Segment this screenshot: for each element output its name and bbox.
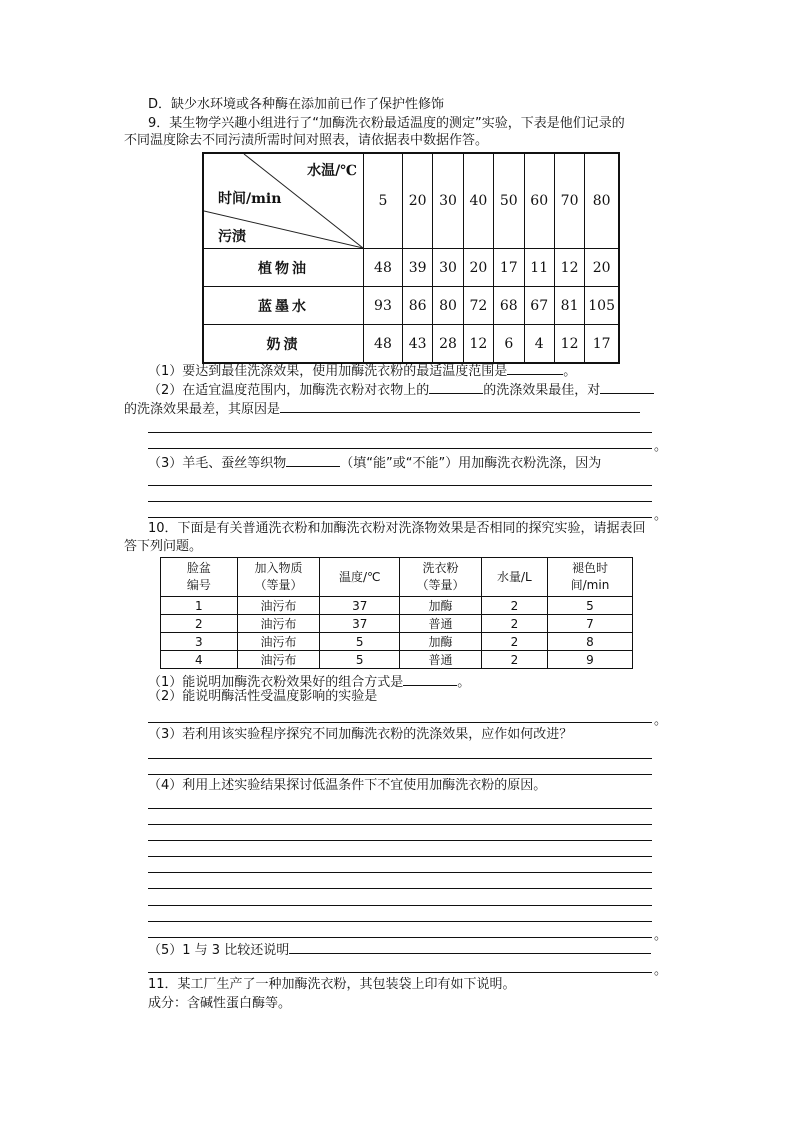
answer-line[interactable]	[148, 905, 652, 906]
table-cell: 油污布	[237, 651, 320, 669]
table-cell: 5	[547, 597, 632, 615]
row-label: 植物油	[203, 249, 364, 287]
answer-line[interactable]	[148, 485, 652, 486]
table-cell: 普通	[400, 615, 482, 633]
table-row	[203, 325, 619, 364]
answer-line[interactable]	[148, 872, 652, 873]
answer-line[interactable]	[148, 840, 652, 841]
table-row	[161, 633, 633, 651]
temp-cell: 70	[554, 153, 584, 249]
temp-cell: 80	[585, 153, 619, 249]
q9-data-table	[202, 152, 620, 364]
temp-cell: 50	[494, 153, 524, 249]
header-text: 脸盆	[186, 561, 211, 575]
temp-cell: 40	[463, 153, 493, 249]
answer-line[interactable]	[148, 972, 652, 973]
answer-line[interactable]	[148, 921, 652, 922]
header-cell	[237, 558, 320, 597]
table-cell: 油污布	[237, 633, 320, 651]
answer-line[interactable]	[148, 888, 652, 889]
table-row	[161, 597, 633, 615]
header-text: （等量）	[254, 578, 303, 592]
q10-intro-line1: 10．下面是有关普通洗衣粉和加酶洗衣粉对洗涤物效果是否相同的探究实验，请据表回	[148, 521, 646, 536]
answer-line[interactable]	[148, 517, 652, 518]
header-text: 水量/L	[497, 569, 532, 584]
answer-line[interactable]	[148, 856, 652, 857]
header-cell	[320, 558, 400, 597]
q8-option-d: D．缺少水环境或各种酶在添加前已作了保护性修饰	[148, 97, 445, 112]
value-cell: 86	[402, 287, 432, 325]
period: 。	[563, 364, 577, 379]
answer-blank[interactable]	[507, 362, 563, 375]
value-cell: 39	[402, 249, 432, 287]
q10-intro-line2: 答下列问题。	[124, 539, 203, 554]
q9-intro-line2: 不同温度除去不同污渍所需时间对照表，请依据表中数据作答。	[124, 133, 489, 148]
period: 。	[654, 439, 668, 454]
q9-part2-text: 的洗涤效果最佳，对	[483, 383, 601, 398]
header-cell	[161, 558, 238, 597]
answer-blank[interactable]	[286, 454, 340, 467]
q10-part5	[148, 941, 651, 959]
table-cell: 3	[161, 633, 238, 651]
diagonal-header-cell	[203, 153, 364, 249]
table-cell: 7	[547, 615, 632, 633]
header-text: 温度/℃	[338, 569, 381, 584]
answer-blank[interactable]	[280, 400, 640, 413]
value-cell: 105	[585, 287, 619, 325]
value-cell: 80	[433, 287, 463, 325]
table-cell: 油污布	[237, 597, 320, 615]
q9-part3-text: （3）羊毛、蚕丝等织物	[148, 456, 287, 471]
header-text: 洗衣粉	[422, 561, 459, 575]
table-cell: 5	[320, 651, 400, 669]
header-text: 加入物质	[254, 561, 303, 575]
value-cell: 11	[524, 249, 554, 287]
header-cell	[547, 558, 632, 597]
table-cell: 加酶	[400, 597, 482, 615]
header-text: 褪色时	[571, 561, 608, 575]
period: 。	[457, 675, 471, 690]
q10-experiment-table	[160, 557, 633, 669]
value-cell: 48	[364, 325, 403, 364]
q10-part2: （2）能说明酶活性受温度影响的实验是	[148, 689, 378, 704]
value-cell: 93	[364, 287, 403, 325]
answer-line[interactable]	[148, 432, 652, 433]
q10-part5-text: （5）1 与 3 比较还说明	[148, 943, 290, 958]
answer-line[interactable]	[148, 937, 652, 938]
answer-blank[interactable]	[403, 673, 457, 686]
value-cell: 81	[554, 287, 584, 325]
header-text: （等量）	[416, 578, 465, 592]
answer-line[interactable]	[148, 774, 652, 775]
answer-line[interactable]	[148, 722, 652, 723]
value-cell: 6	[494, 325, 524, 364]
table-row	[203, 249, 619, 287]
table-cell: 9	[547, 651, 632, 669]
table-cell: 2	[161, 615, 238, 633]
answer-line[interactable]	[148, 758, 652, 759]
value-cell: 43	[402, 325, 432, 364]
table-cell: 普通	[400, 651, 482, 669]
value-cell: 12	[463, 325, 493, 364]
table-row	[161, 615, 633, 633]
value-cell: 12	[554, 249, 584, 287]
value-cell: 4	[524, 325, 554, 364]
table-cell: 2	[481, 615, 547, 633]
q10-part4: （4）利用上述实验结果探讨低温条件下不宜使用加酶洗衣粉的原因。	[148, 778, 547, 793]
row-label: 蓝墨水	[203, 287, 364, 325]
q9-part3	[148, 454, 601, 472]
q9-part1-text: （1）要达到最佳洗涤效果，使用加酶洗衣粉的最适温度范围是	[148, 364, 508, 379]
header-time: 时间/min	[218, 191, 282, 207]
q9-part2-text: 的洗涤效果最差，其原因是	[124, 402, 281, 417]
q9-part2-text: （2）在适宜温度范围内，加酶洗衣粉对衣物上的	[148, 383, 430, 398]
header-stain: 污渍	[218, 229, 246, 245]
header-water-temp: 水温/℃	[307, 163, 357, 179]
table-cell: 加酶	[400, 633, 482, 651]
table-header-row	[203, 153, 619, 249]
temp-cell: 5	[364, 153, 403, 249]
q9-part1	[148, 362, 576, 380]
header-cell	[400, 558, 482, 597]
q10-part3: （3）若利用该实验程序探究不同加酶洗衣粉的洗涤效果，应作如何改进？	[148, 727, 573, 742]
table-cell: 8	[547, 633, 632, 651]
period: 。	[654, 508, 668, 523]
table-cell: 37	[320, 615, 400, 633]
answer-blank[interactable]	[289, 941, 651, 954]
table-cell: 1	[161, 597, 238, 615]
temp-cell: 30	[433, 153, 463, 249]
q10-part1-text: （1）能说明加酶洗衣粉效果好的组合方式是	[148, 675, 404, 690]
q11-intro: 11．某工厂生产了一种加酶洗衣粉，其包装袋上印有如下说明。	[148, 977, 516, 992]
answer-blank[interactable]	[429, 381, 483, 394]
table-cell: 4	[161, 651, 238, 669]
q9-intro-line1: 9．某生物学兴趣小组进行了“加酶洗衣粉最适温度的测定”实验，下表是他们记录的	[148, 116, 625, 131]
table-row	[161, 651, 633, 669]
value-cell: 17	[494, 249, 524, 287]
q9-part2	[148, 381, 654, 399]
q9-part2-line2	[124, 400, 640, 418]
answer-line[interactable]	[148, 824, 652, 825]
answer-line[interactable]	[148, 501, 652, 502]
value-cell: 48	[364, 249, 403, 287]
value-cell: 28	[433, 325, 463, 364]
row-label: 奶渍	[203, 325, 364, 364]
value-cell: 20	[463, 249, 493, 287]
table-header-row	[161, 558, 633, 597]
value-cell: 30	[433, 249, 463, 287]
header-text: 编号	[186, 578, 211, 592]
table-cell: 5	[320, 633, 400, 651]
table-cell: 油污布	[237, 615, 320, 633]
period: 。	[654, 713, 668, 728]
table-cell: 2	[481, 597, 547, 615]
q11-ingredients: 成分：含碱性蛋白酶等。	[148, 996, 292, 1011]
q9-part3-text: （填“能”或“不能”）用加酶洗衣粉洗涤，因为	[340, 456, 602, 471]
answer-line[interactable]	[148, 808, 652, 809]
table-cell: 2	[481, 651, 547, 669]
period: 。	[654, 928, 668, 943]
header-text: 间/min	[570, 578, 610, 592]
answer-line[interactable]	[148, 448, 652, 449]
value-cell: 12	[554, 325, 584, 364]
header-cell	[481, 558, 547, 597]
table-row	[203, 287, 619, 325]
value-cell: 68	[494, 287, 524, 325]
value-cell: 20	[585, 249, 619, 287]
period: 。	[654, 963, 668, 978]
table-cell: 2	[481, 633, 547, 651]
temp-cell: 20	[402, 153, 432, 249]
value-cell: 17	[585, 325, 619, 364]
value-cell: 72	[463, 287, 493, 325]
value-cell: 67	[524, 287, 554, 325]
temp-cell: 60	[524, 153, 554, 249]
answer-blank[interactable]	[600, 381, 654, 394]
table-cell: 37	[320, 597, 400, 615]
